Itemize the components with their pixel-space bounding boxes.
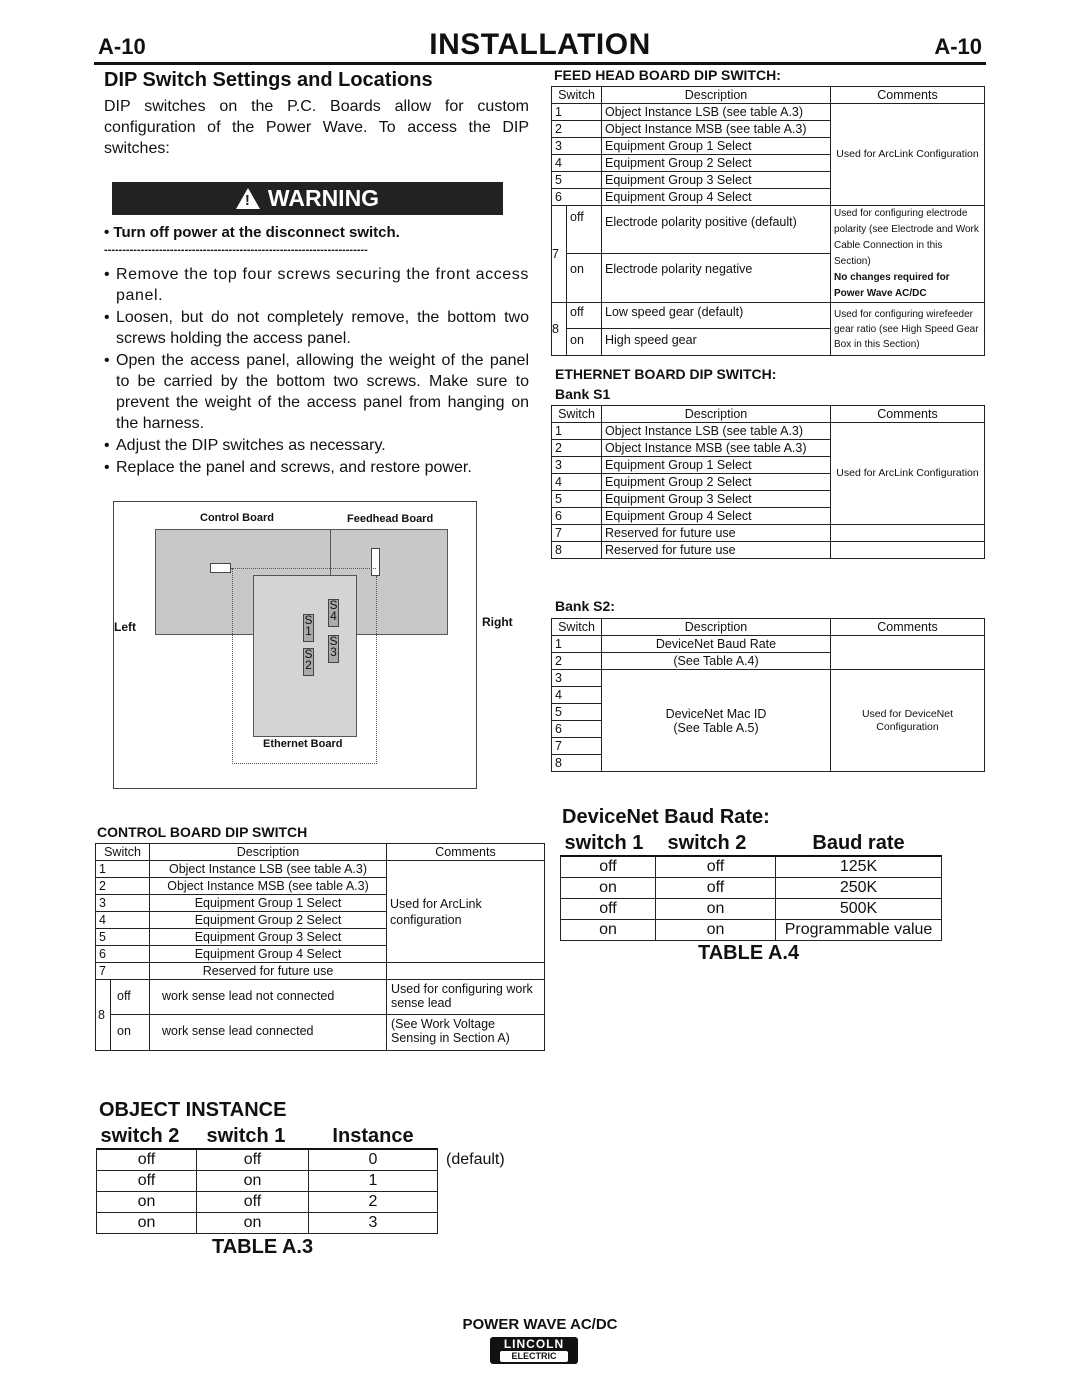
table-row: off on 1 [97,1170,438,1191]
table-row: 7 Reserved for future use [552,525,985,542]
control-board-title: CONTROL BOARD DIP SWITCH [97,824,308,840]
page-number-left: A-10 [98,34,146,59]
col-header: Comments [831,87,985,104]
col-header: switch 2 [656,832,776,856]
table-row: 3 Equipment Group 1 Select [552,457,985,474]
board-location-diagram [113,501,513,789]
intro-paragraph: DIP switches on the P.C. Boards allow for custom configuration of the Power Wave. To access the DIP switches: [104,98,529,157]
col-header: Description [150,844,387,861]
table-row: off on 500K [561,898,942,919]
table-row: on off 250K [561,877,942,898]
col-header: Comments [831,406,985,423]
feedhead-board-label: Feedhead Board [347,513,434,525]
table-row: 5 Equipment Group 3 Select [552,491,985,508]
table-row: 4 Equipment Group 2 Select [96,912,545,929]
table-row: 1 Object Instance LSB (see table A.3) Used for ArcLink configuration [96,861,545,878]
table-row: 7 [552,738,985,755]
table-row: 1 Object Instance LSB (see table A.3) Used for ArcLink Configuration [552,423,985,440]
col-header: Switch [552,87,602,104]
comment-cell: Used for ArcLink Configuration [831,423,985,525]
table-row: 7 Reserved for future use [96,963,545,980]
warning-triangle-icon: ! [236,188,260,209]
header-rule [94,62,986,65]
page-title: INSTALLATION [429,28,651,61]
ethernet-board-label: Ethernet Board [263,738,343,750]
col-header: Comments [831,619,985,636]
warning-divider: ------------------------------------------------------------------------ [104,244,368,256]
col-header: Switch [96,844,150,861]
control-board-table [95,843,545,1051]
table-row: 4 [552,687,985,704]
col-header: Instance [309,1125,438,1149]
table-row: 2 Object Instance MSB (see table A.3) [96,878,545,895]
col-header: Switch [552,406,602,423]
right-label: Right [482,615,513,629]
ethernet-s1-table [551,405,985,559]
table-row: 6 Equipment Group 4 Select [552,508,985,525]
feedhead-dip-switch [371,548,380,576]
lincoln-electric-logo: LINCOLN ELECTRIC [490,1337,578,1364]
object-instance-table [96,1125,438,1234]
bank-s2-label: Bank S2: [555,598,615,614]
table-row: 2 (See Table A.4) [552,653,985,670]
col-header: Description [602,406,831,423]
col-header: Switch [552,619,602,636]
col-header: Comments [387,844,545,861]
comment-cell: Used for ArcLink Configuration [831,104,985,206]
step-item: • Replace the panel and screws, and restore power. [104,457,529,478]
warning-label: WARNING [267,185,380,211]
table-row: 8 Reserved for future use [552,542,985,559]
table-row: 1 DeviceNet Baud Rate [552,636,985,653]
table-row: on on Programmable value [561,919,942,940]
bank-s1-label: Bank S1 [555,386,611,402]
baud-rate-table [560,832,942,941]
control-board-label: Control Board [200,512,274,524]
table-row: on off 2 [97,1191,438,1212]
table-row: 2 Object Instance MSB (see table A.3) [552,440,985,457]
col-header: switch 2 [97,1125,197,1149]
feed-head-title: FEED HEAD BOARD DIP SWITCH: [554,67,781,83]
table-row: 5 Equipment Group 3 Select [96,929,545,946]
warning-banner [112,182,503,215]
table-row: 2 Object Instance MSB (see table A.3) [552,121,985,138]
col-header: Baud rate [776,832,942,856]
warning-item: • Turn off power at the disconnect switch. [104,224,400,241]
table-row: 1 Object Instance LSB (see table A.3) Used for ArcLink Configuration [552,104,985,121]
footer-product-name: POWER WAVE AC/DC [462,1316,618,1333]
col-header: Description [602,87,831,104]
table-row: 6 Equipment Group 4 Select [96,946,545,963]
table-row: 6 Equipment Group 4 Select [552,189,985,206]
section-title: DIP Switch Settings and Locations [104,69,433,91]
table-row: 5 Equipment Group 3 Select [552,172,985,189]
steps-list [104,264,529,479]
table-row: 8 [552,755,985,772]
ethernet-s2-table [551,618,985,772]
dip-s1: S 1 [303,614,314,642]
table-row: 8 off on work sense lead not connected work sense lead connected Used for configuring work sense lead (See Work Voltage Sensing in Section A) [96,980,545,1051]
table-row: 7 off on Electrode polarity positive (default) Electrode polarity negative Used for configuring electrode polarity (see Electrode and Work Cable Connection in this Section) No changes required for Power Wave AC/DC [552,206,985,303]
col-header: switch 1 [561,832,656,856]
step-item: • Loosen, but do not completely remove, the bottom two screws holding the access panel. [104,307,529,349]
table-row: 4 Equipment Group 2 Select [552,155,985,172]
table-row: off off 0 [97,1149,438,1170]
table-a3-caption: TABLE A.3 [212,1236,314,1258]
table-a4-caption: TABLE A.4 [698,942,800,964]
table-row: 5 [552,704,985,721]
default-note: (default) [446,1151,505,1168]
dip-s2: S 2 [303,648,314,676]
table-row: 6 [552,721,985,738]
step-item: • Remove the top four screws securing the front access panel. [104,264,529,306]
baud-table-title: DeviceNet Baud Rate: [562,806,770,828]
table-row: 4 Equipment Group 2 Select [552,474,985,491]
col-header: Description [602,619,831,636]
table-row: 3 DeviceNet Mac ID (See Table A.5) Used for DeviceNet Configuration [552,670,985,687]
step-item: • Adjust the DIP switches as necessary. [104,435,529,456]
comment-cell: Used for ArcLink configuration [387,861,545,963]
page-number-right: A-10 [934,34,982,59]
table-row: 8 off on Low speed gear (default) High speed gear Used for configuring wirefeeder gear ratio (see High Speed Gear Box in this Section) [552,303,985,356]
ethernet-title: ETHERNET BOARD DIP SWITCH: [555,366,777,382]
left-label: Left [114,620,136,634]
dip-s4: S 4 [328,599,339,627]
table-row: 3 Equipment Group 1 Select [552,138,985,155]
table-row: 3 Equipment Group 1 Select [96,895,545,912]
dip-s3: S 3 [328,635,339,663]
feed-head-table [551,86,985,356]
object-instance-title: OBJECT INSTANCE [99,1099,287,1121]
table-row: on on 3 [97,1212,438,1233]
table-row: off off 125K [561,856,942,877]
step-item: • Open the access panel, allowing the weight of the panel to be carried by the bottom two screws. Make sure to prevent the weight of the access panel from hanging on the harness. [104,350,529,434]
comment-cell: Used for DeviceNet Configuration [831,670,985,772]
col-header: switch 1 [197,1125,309,1149]
control-board-dip-switch [210,563,231,573]
